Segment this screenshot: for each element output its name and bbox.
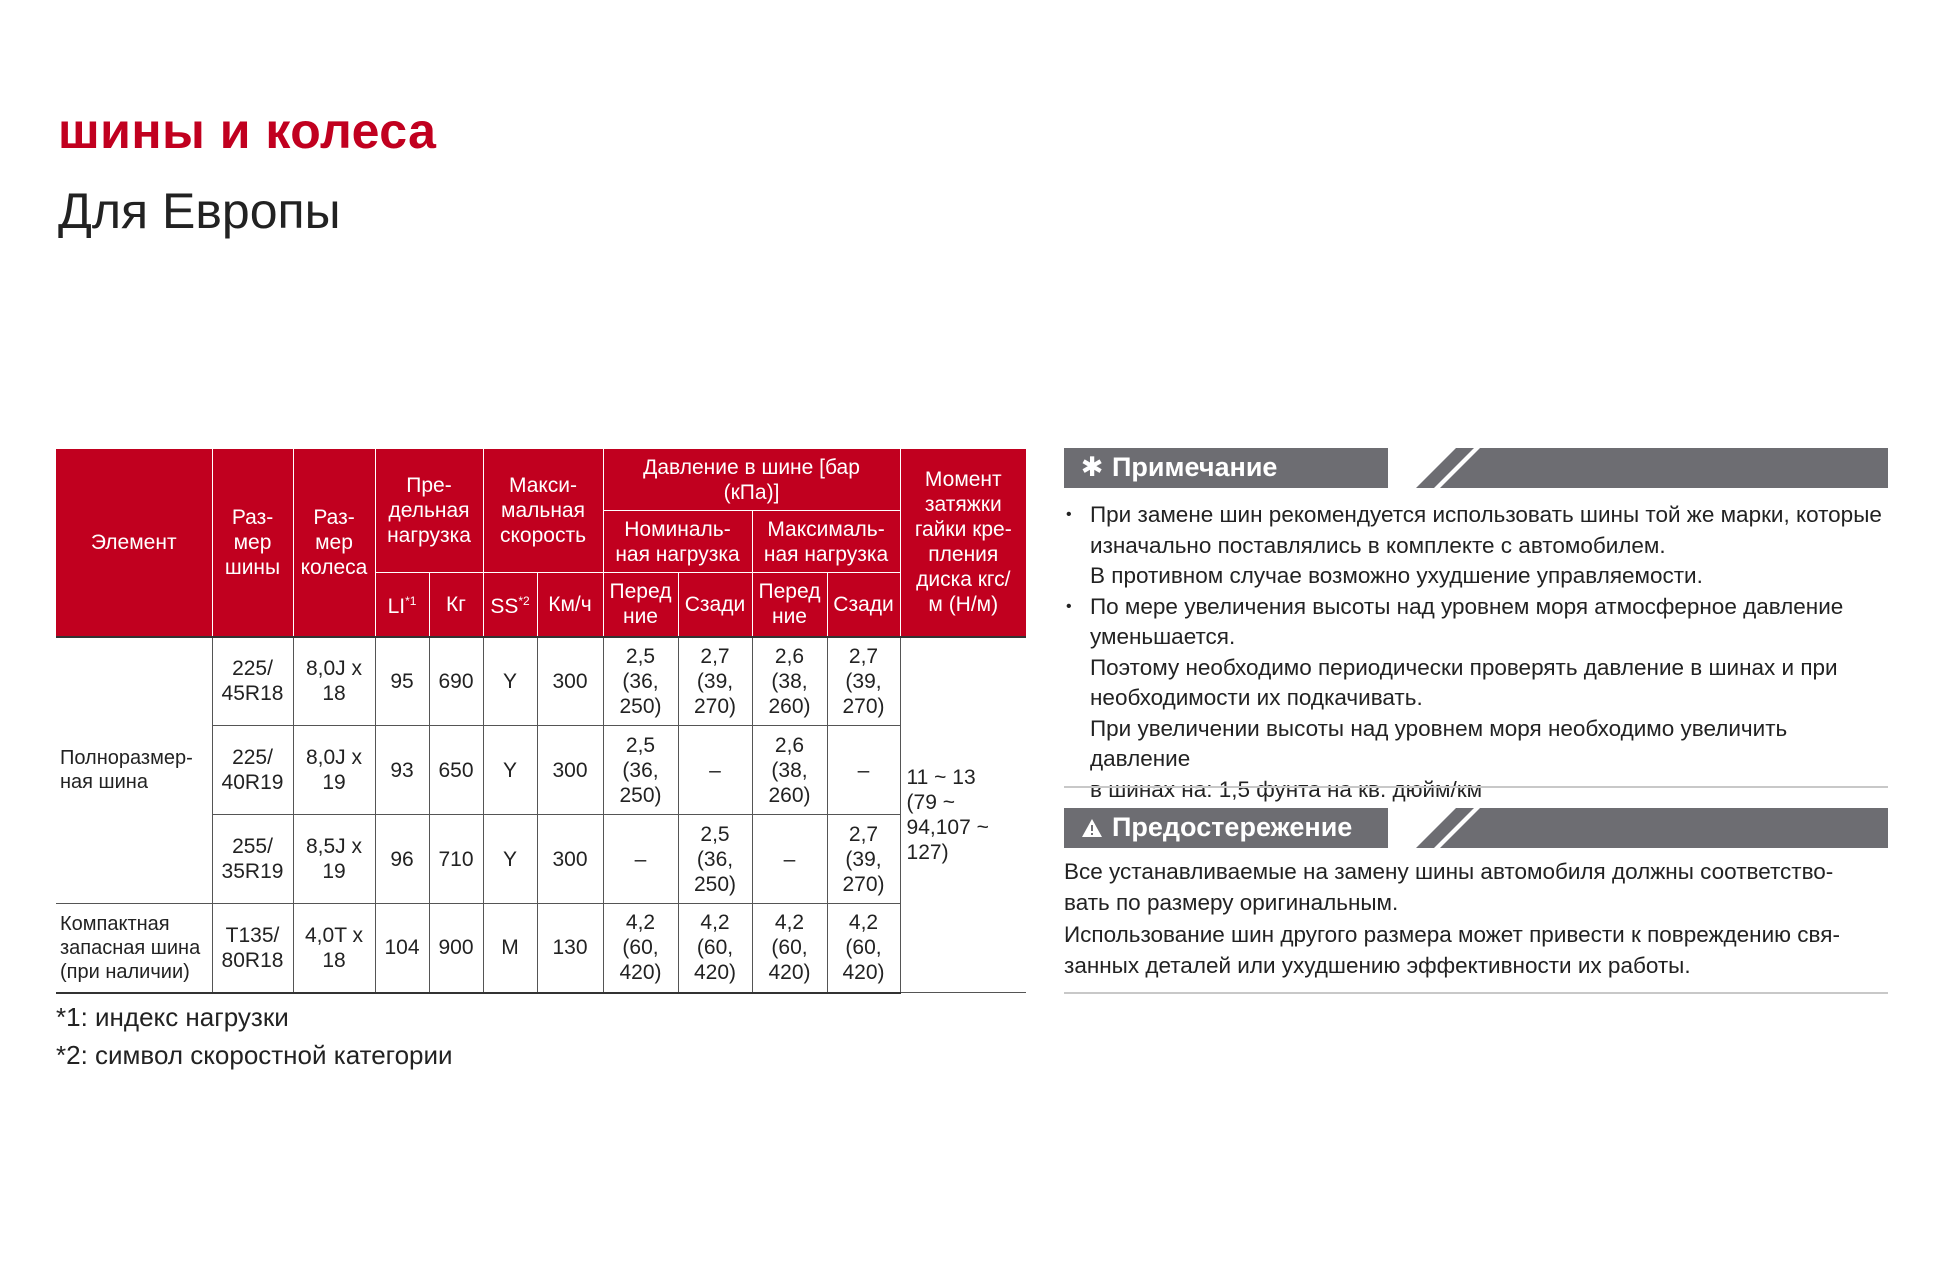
cell-li: 93 (375, 726, 429, 815)
cell-nominal-rear: 4,2 (60, 420) (678, 904, 752, 993)
cell-max-front: 4,2 (60, 420) (752, 904, 827, 993)
cell-wheel: 8,5J x 19 (293, 815, 375, 904)
asterisk-icon: ✱ (1080, 452, 1104, 482)
header-li: LI$^{*1}$ (375, 573, 429, 637)
note-header (1064, 448, 1888, 488)
cell-max-front: 2,6 (38, 260) (752, 637, 827, 726)
caution-title: Предостережение (1112, 812, 1353, 842)
header-element: Элемент (56, 449, 212, 637)
note-title: Примечание (1112, 452, 1278, 482)
header-stripe-decoration (1388, 448, 1888, 488)
cell-kmh: 300 (537, 815, 603, 904)
cell-wheel: 8,0J x 18 (293, 637, 375, 726)
cell-ss: Y (483, 726, 537, 815)
tire-spec-table (56, 448, 1026, 994)
cell-wheel: 8,0J x 19 (293, 726, 375, 815)
header-kmh: Км/ч (537, 573, 603, 637)
caution-body (1064, 857, 1888, 983)
header-nominal-front: Перед ние (603, 573, 678, 637)
footnote-speed-symbol: *2: символ скоростной категории (56, 1040, 453, 1070)
cell-li: 95 (375, 637, 429, 726)
caution-paragraph: Использование шин другого размера может привести к повреждению свя- занных деталей или ухудшению эффективности их работы. (1064, 922, 1840, 978)
cell-max-front: – (752, 815, 827, 904)
cell-ss: Y (483, 815, 537, 904)
header-tire-size: Раз- мер шины (212, 449, 293, 637)
cell-kmh: 300 (537, 637, 603, 726)
list-item: • По мере увеличения высоты над уровнем моря атмосферное давление уменьшается. Поэтому необходимо периодически проверять давление в шинах и при необходимости их подкачивать. При увеличении высоты над уровнем моря необходимо увеличить давление в шинах на: 1,5 фунта на кв. дюйм/км (1064, 592, 1888, 806)
header-max-rear: Сзади (827, 573, 900, 637)
table-row (56, 904, 1026, 993)
header-torque: Момент затяжки гайки кре- пления диска кгс/ м (Н/м) (900, 449, 1026, 637)
header-ss: SS$^{*2}$ (483, 573, 537, 637)
footnote-mark-1: *1 (405, 594, 417, 609)
cell-kmh: 130 (537, 904, 603, 993)
cell-nominal-front: 2,5 (36, 250) (603, 637, 678, 726)
group-full-size: Полноразмер- ная шина (56, 637, 212, 904)
cell-tire: T135/ 80R18 (212, 904, 293, 993)
page-title: шины и колеса (58, 103, 437, 159)
header-max-front: Перед ние (752, 573, 827, 637)
header-kg: Кг (429, 573, 483, 637)
note-list (1064, 500, 1888, 805)
table-row (56, 637, 1026, 726)
header-load-limit: Пре- дельная нагрузка (375, 449, 483, 573)
cell-li: 96 (375, 815, 429, 904)
cell-nominal-rear: 2,5 (36, 250) (678, 815, 752, 904)
header-stripe-decoration (1388, 808, 1888, 848)
cell-max-rear: – (827, 726, 900, 815)
cell-nominal-front: – (603, 815, 678, 904)
cell-nominal-rear: 2,7 (39, 270) (678, 637, 752, 726)
cell-max-rear: 2,7 (39, 270) (827, 815, 900, 904)
header-max-speed: Макси- мальная скорость (483, 449, 603, 573)
cell-max-front: 2,6 (38, 260) (752, 726, 827, 815)
cell-kg: 900 (429, 904, 483, 993)
cell-kg: 690 (429, 637, 483, 726)
cell-ss: M (483, 904, 537, 993)
cell-kg: 650 (429, 726, 483, 815)
cell-tire: 255/ 35R19 (212, 815, 293, 904)
cell-nominal-front: 2,5 (36, 250) (603, 726, 678, 815)
caution-divider (1064, 992, 1888, 994)
header-nominal-load: Номиналь- ная нагрузка (603, 511, 752, 573)
caution-header (1064, 808, 1888, 848)
cell-max-rear: 2,7 (39, 270) (827, 637, 900, 726)
cell-nominal-rear: – (678, 726, 752, 815)
footnote-mark-2: *2 (518, 594, 530, 609)
footnote-load-index: *1: индекс нагрузки (56, 1002, 289, 1032)
warning-triangle-icon (1080, 812, 1104, 843)
cell-li: 104 (375, 904, 429, 993)
cell-max-rear: 4,2 (60, 420) (827, 904, 900, 993)
cell-wheel: 4,0T x 18 (293, 904, 375, 993)
header-tire-pressure: Давление в шине [бар (кПа)] (603, 449, 900, 511)
caution-paragraph: Все устанавливаемые на замену шины автомобиля должны соответство- вать по размеру оригинальным. (1064, 859, 1834, 915)
cell-kg: 710 (429, 815, 483, 904)
cell-tire: 225/ 45R18 (212, 637, 293, 726)
cell-ss: Y (483, 637, 537, 726)
cell-nominal-front: 4,2 (60, 420) (603, 904, 678, 993)
header-wheel-size: Раз- мер колеса (293, 449, 375, 637)
header-max-load: Максималь- ная нагрузка (752, 511, 900, 573)
group-compact-spare: Компактная запасная шина (при наличии) (56, 904, 212, 993)
cell-tire: 225/ 40R19 (212, 726, 293, 815)
header-nominal-rear: Сзади (678, 573, 752, 637)
list-item: • При замене шин рекомендуется использовать шины той же марки, которые изначально поставлялись в комплекте с автомобилем. В противном случае возможно ухудшение управляемости. (1064, 500, 1888, 592)
cell-kmh: 300 (537, 726, 603, 815)
cell-torque: 11 ~ 13 (79 ~ 94,107 ~ 127) (900, 637, 1026, 993)
page-subtitle: Для Европы (58, 183, 341, 239)
note-divider (1064, 786, 1888, 788)
